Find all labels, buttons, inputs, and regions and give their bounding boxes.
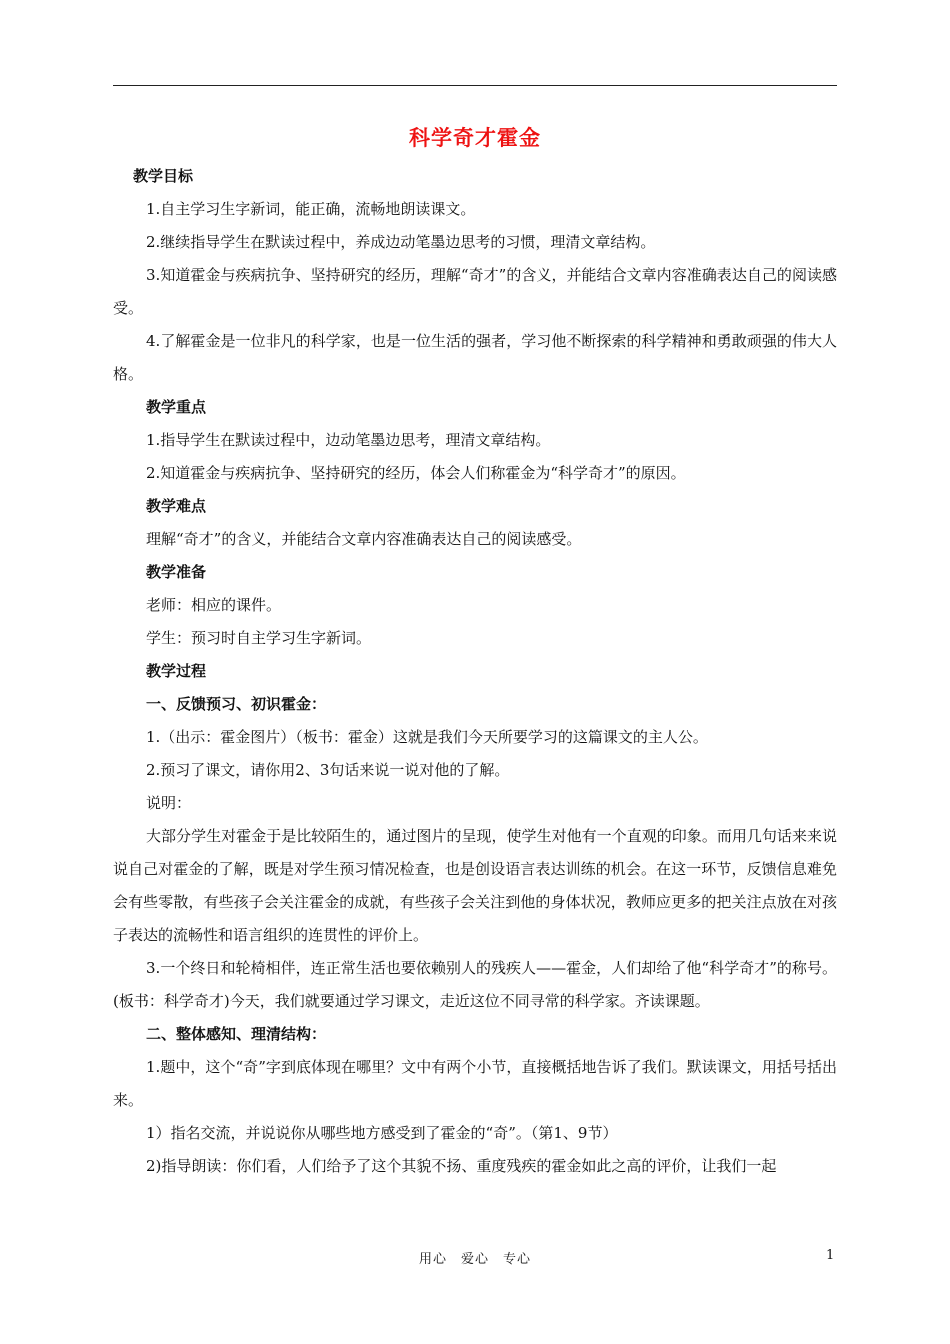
section-heading: 一、反馈预习、初识霍金：: [146, 695, 327, 713]
section-heading: 教学过程: [146, 662, 207, 680]
paragraph: 3.知道霍金与疾病抗争、坚持研究的经历，理解“奇才”的含义，并能结合文章内容准确表达自己的阅读感受。: [113, 266, 837, 317]
paragraph: 1.题中，这个“奇”字到底体现在哪里？文中有两个小节，直接概括地告诉了我们。默读课文，用括号括出来。: [113, 1058, 837, 1109]
paragraph: 3.一个终日和轮椅相伴，连正常生活也要依赖别人的残疾人——霍金，人们却给了他“科学奇才”的称号。(板书：科学奇才)今天，我们就要通过学习课文，走近这位不同寻常的科学家。齐读课题。: [113, 959, 837, 1010]
paragraph: 2.预习了课文，请你用2、3句话来说一说对他的了解。: [146, 761, 510, 779]
paragraph: 4.了解霍金是一位非凡的科学家，也是一位生活的强者，学习他不断探索的科学精神和勇敢顽强的伟大人格。: [113, 332, 837, 383]
paragraph: 2)指导朗读：你们看，人们给予了这个其貌不扬、重度残疾的霍金如此之高的评价，让我们一起: [146, 1157, 777, 1175]
paragraph: 1.自主学习生字新词，能正确，流畅地朗读课文。: [146, 200, 476, 218]
paragraph: 2.继续指导学生在默读过程中，养成边动笔墨边思考的习惯，理清文章结构。: [146, 233, 656, 251]
paragraph: 理解“奇才”的含义，并能结合文章内容准确表达自己的阅读感受。: [146, 530, 582, 548]
document-body: [113, 160, 837, 1183]
section-heading: 教学目标: [133, 167, 194, 185]
page-number: 1: [826, 1248, 835, 1263]
paragraph: 老师：相应的课件。: [146, 596, 282, 614]
section-heading: 教学准备: [146, 563, 207, 581]
paragraph: 说明：: [146, 794, 192, 812]
footer-motto: 用心 爱心 专心: [418, 1252, 531, 1267]
header-rule: [113, 85, 837, 86]
paragraph: 1.（出示：霍金图片）（板书：霍金）这就是我们今天所要学习的这篇课文的主人公。: [146, 728, 708, 746]
paragraph: 学生：预习时自主学习生字新词。: [146, 629, 372, 647]
section-heading: 教学难点: [146, 497, 207, 515]
paragraph: 1）指名交流，并说说你从哪些地方感受到了霍金的“奇”。（第1、9节）: [146, 1124, 618, 1142]
document-title: 科学奇才霍金: [409, 125, 541, 150]
paragraph: 大部分学生对霍金于是比较陌生的，通过图片的呈现，使学生对他有一个直观的印象。而用几句话来来说说自己对霍金的了解，既是对学生预习情况检查，也是创设语言表达训练的机会。在这一环节，反馈信息难免会有些零散，有些孩子会关注霍金的成就，有些孩子会关注到他的身体状况，教师应更多的把关注点放在对孩子表达的流畅性和语言组织的连贯性的评价上。: [113, 827, 837, 944]
paragraph: 2.知道霍金与疾病抗争、坚持研究的经历，体会人们称霍金为“科学奇才”的原因。: [146, 464, 686, 482]
section-heading: 二、整体感知、理清结构：: [146, 1025, 327, 1043]
section-heading: 教学重点: [146, 398, 207, 416]
paragraph: 1.指导学生在默读过程中，边动笔墨边思考，理清文章结构。: [146, 431, 551, 449]
